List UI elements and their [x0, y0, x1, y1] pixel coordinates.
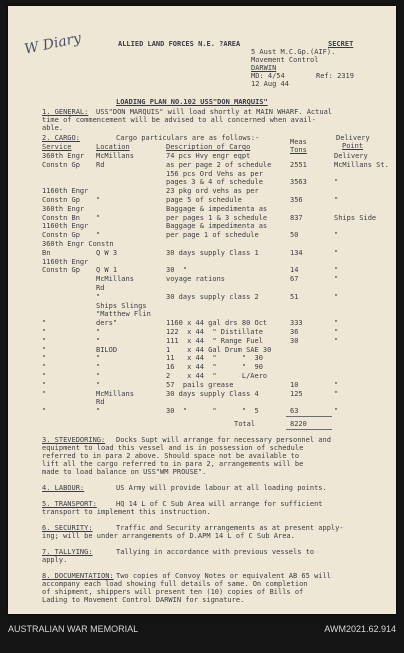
row-tons: 125: [290, 389, 303, 398]
row-service: ": [42, 328, 47, 336]
row-location: McMillans: [96, 152, 134, 160]
row-service: Constn Gp: [42, 160, 80, 169]
row-description: 30 " " " 5: [166, 407, 259, 416]
row-description: 57 pails grease: [166, 380, 234, 389]
para4-text: US Army will provide labour at all loading points.: [116, 484, 327, 492]
para6-line2: ing; will be under arrangements of D.APM 14 L of C Sub Area.: [42, 532, 295, 540]
header-unit: 5 Aust M.C.Gp.(AIF).: [251, 48, 336, 56]
row-description: per pages 1 & 3 schedule: [166, 213, 268, 222]
total-double-rule: [286, 429, 332, 430]
row-location: ": [96, 363, 101, 372]
row-description: 30 days supply class 2: [166, 292, 259, 301]
footer-accession: AWM2021.62.914: [324, 624, 396, 634]
row-delivery: ": [334, 248, 339, 257]
row-service: Bn: [42, 248, 51, 257]
row-service: ": [42, 354, 47, 363]
row-description: 16 x 44 " " 90: [166, 363, 263, 372]
row-description: 2 x 44 " L/Aero: [166, 372, 268, 380]
row-location: ": [96, 407, 101, 416]
row-location: BILOD: [96, 345, 118, 354]
row-location: ": [96, 372, 101, 380]
row-service: 360th Engr Constn: [42, 240, 114, 248]
row-description: 30 ": [166, 266, 188, 275]
row-service: 360th Engr: [42, 152, 85, 160]
handwritten-note: W Diary: [22, 30, 83, 58]
total-rule: [286, 416, 332, 417]
document-page: [8, 6, 396, 614]
row-description: Baggage & impedimenta as: [166, 222, 268, 231]
row-delivery: ": [334, 178, 339, 187]
row-tons: 30: [290, 336, 299, 345]
row-service: ": [42, 407, 47, 416]
row-location: ": [96, 231, 101, 240]
para1-line3: able.: [42, 124, 64, 132]
row-location: McMillans: [96, 275, 134, 284]
para8-line3: of shipment, shippers will present ten (10) copies of Bills of: [42, 588, 304, 596]
row-location: ": [96, 354, 101, 363]
row-delivery: Ships Side: [334, 213, 377, 222]
para8-line4: Lading to Movement Control DARWIN for signature.: [42, 596, 245, 604]
row-tons: 50: [290, 231, 299, 240]
row-service: Constn Gp: [42, 196, 80, 204]
row-delivery: ": [334, 407, 339, 416]
row-delivery: ": [334, 266, 339, 275]
row-description: as per page 2 of schedule: [166, 160, 272, 169]
row-service: ": [42, 336, 47, 345]
footer-institution: AUSTRALIAN WAR MEMORIAL: [8, 624, 139, 634]
row-delivery: ": [334, 336, 339, 345]
para4-heading: 4. LABOUR:: [42, 484, 85, 492]
row-description: per page 1 of schedule: [166, 231, 259, 240]
row-service: ": [42, 319, 47, 328]
col-meas: Meas: [290, 138, 307, 146]
para7-line1: Tallying in accordance with previous vessels to: [116, 548, 315, 556]
para2-intro: Cargo particulars are as follows:-: [116, 134, 260, 142]
row-location: Rd: [96, 398, 105, 407]
para1-line1: USS"DON MARQUIS" will load shortly at MAIN WHARF. Actual: [96, 108, 333, 116]
row-description: 111 x 44 " Range Fuel: [166, 336, 263, 345]
row-location: ": [96, 196, 101, 204]
document-title: LOADING PLAN NO.102 USS"DON MARQUIS": [116, 98, 268, 106]
col-tons: Tons: [290, 146, 307, 154]
row-location: "Matthew Flin: [96, 310, 151, 319]
row-location: Q W 1: [96, 266, 118, 275]
row-delivery: ": [334, 292, 339, 301]
row-tons: 10: [290, 380, 299, 389]
para2-heading: 2. CARGO:: [42, 134, 80, 142]
col-location: Location: [96, 143, 130, 151]
row-tons: 3563: [290, 178, 307, 187]
row-location: ": [96, 328, 101, 336]
row-service: 1160th Engr: [42, 257, 89, 266]
header-file-no: MD: 4/54: [251, 72, 285, 80]
para3-heading: 3. STEVEDORING:: [42, 436, 106, 444]
row-tons: 837: [290, 213, 303, 222]
col-description: Description of Cargo: [166, 143, 251, 151]
para3-line1: Docks Supt will arrange for necessary personnel and: [116, 436, 331, 444]
para3-line2: equipment to load this vessel and is in possession of schedule: [42, 444, 304, 452]
para1-heading: 1. GENERAL:: [42, 108, 89, 116]
row-description: 30 days supply Class 1: [166, 248, 259, 257]
row-location: ": [96, 336, 101, 345]
row-delivery: ": [334, 275, 339, 284]
row-location: Q W 3: [96, 248, 118, 257]
row-tons: 51: [290, 292, 299, 301]
para7-heading: 7. TALLYING:: [42, 548, 93, 556]
header-section: Movement Control: [251, 56, 319, 64]
row-service: Constn Bn: [42, 213, 80, 222]
row-service: ": [42, 389, 47, 398]
row-location: ": [96, 213, 101, 222]
row-tons: 333: [290, 319, 303, 328]
row-location: ": [96, 380, 101, 389]
row-delivery: McMillans St.: [334, 160, 389, 169]
para8-line2: accompany each load showing full details of same. On completion: [42, 580, 308, 588]
row-service: 1160th Engr: [42, 222, 89, 231]
para6-line1: Traffic and Security arrangements as at present apply-: [116, 524, 344, 532]
para3-line5: made to load balance on USS"WM PROUSE".: [42, 468, 207, 476]
row-location: Rd: [96, 284, 105, 292]
col-point: Point: [342, 142, 364, 150]
row-delivery: ": [334, 319, 339, 328]
header-location: DARWIN: [251, 64, 277, 72]
row-description: voyage rations: [166, 275, 226, 284]
classification: SECRET: [328, 40, 354, 48]
para3-line4: lift all the cargo referred to in para 2, arrangements will be: [42, 460, 304, 468]
total-value: 8220: [290, 420, 307, 428]
row-tons: 63: [290, 407, 299, 416]
para5-line1: HQ 14 L of C Sub Area will arrange for sufficient: [116, 500, 323, 508]
row-delivery: ": [334, 389, 339, 398]
row-delivery: ": [334, 196, 339, 204]
total-label: Total: [234, 420, 256, 428]
row-tons: 134: [290, 248, 303, 257]
row-description: 122 x 44 " Distillate: [166, 328, 263, 336]
row-tons: 356: [290, 196, 303, 204]
row-description: Baggage & impedimenta as: [166, 204, 268, 213]
row-location: ": [96, 292, 101, 301]
col-delivery: Delivery: [336, 134, 370, 142]
row-service: 360th Engr: [42, 204, 85, 213]
row-service: Constn Gp: [42, 231, 80, 240]
row-tons: 67: [290, 275, 299, 284]
para5-line2: transport to implement this instruction.: [42, 508, 211, 516]
row-service: 1160th Engr: [42, 187, 89, 196]
para1-line2: time of commencement will be advised to all concerned when avail-: [42, 116, 316, 124]
row-delivery: ": [334, 231, 339, 240]
row-description: 1 x 44 Gal Drum SAE 30: [166, 345, 272, 354]
para8-line1: Two copies of Convoy Notes or equivalent AB 65 will: [116, 572, 331, 580]
para7-line2: apply.: [42, 556, 68, 564]
para6-heading: 6. SECURITY:: [42, 524, 93, 532]
row-location: Rd: [96, 160, 105, 169]
row-description: pages 3 & 4 of schedule: [166, 178, 263, 187]
row-description: page 5 of schedule: [166, 196, 242, 204]
row-delivery: ": [334, 328, 339, 336]
row-service: Constn Gp: [42, 266, 80, 275]
row-delivery: ": [334, 380, 339, 389]
row-description: 23 pkg ord vehs as per: [166, 187, 259, 196]
row-location: ders": [96, 319, 118, 328]
row-description: 11 x 44 " " 30: [166, 354, 263, 363]
header-ref: Ref: 2319: [316, 72, 354, 80]
row-service: ": [42, 363, 47, 372]
row-tons: 2551: [290, 160, 307, 169]
header-date: 12 Aug 44: [251, 80, 289, 88]
para5-heading: 5. TRANSPORT:: [42, 500, 97, 508]
row-description: 156 pcs Ord Vehs as per: [166, 169, 263, 178]
header-command: ALLIED LAND FORCES N.E. ?AREA: [118, 40, 241, 48]
row-description: 30 days supply Class 4: [166, 389, 259, 398]
row-service: ": [42, 380, 47, 389]
para8-heading: 8. DOCUMENTATION:: [42, 572, 114, 580]
row-service: ": [42, 345, 47, 354]
row-service: ": [42, 372, 47, 380]
row-location: Ships Slings: [96, 301, 147, 310]
row-description: 1160 x 44 gal drs 80 Oct: [166, 319, 268, 328]
row-delivery: Delivery: [334, 152, 368, 160]
para3-line3: referred to in para 2 above. Should space not be available to: [42, 452, 300, 460]
row-description: 74 pcs Hvy engr eqpt: [166, 152, 251, 160]
col-service: Service: [42, 143, 72, 151]
row-tons: 36: [290, 328, 299, 336]
row-tons: 14: [290, 266, 299, 275]
row-location: McMillans: [96, 389, 134, 398]
